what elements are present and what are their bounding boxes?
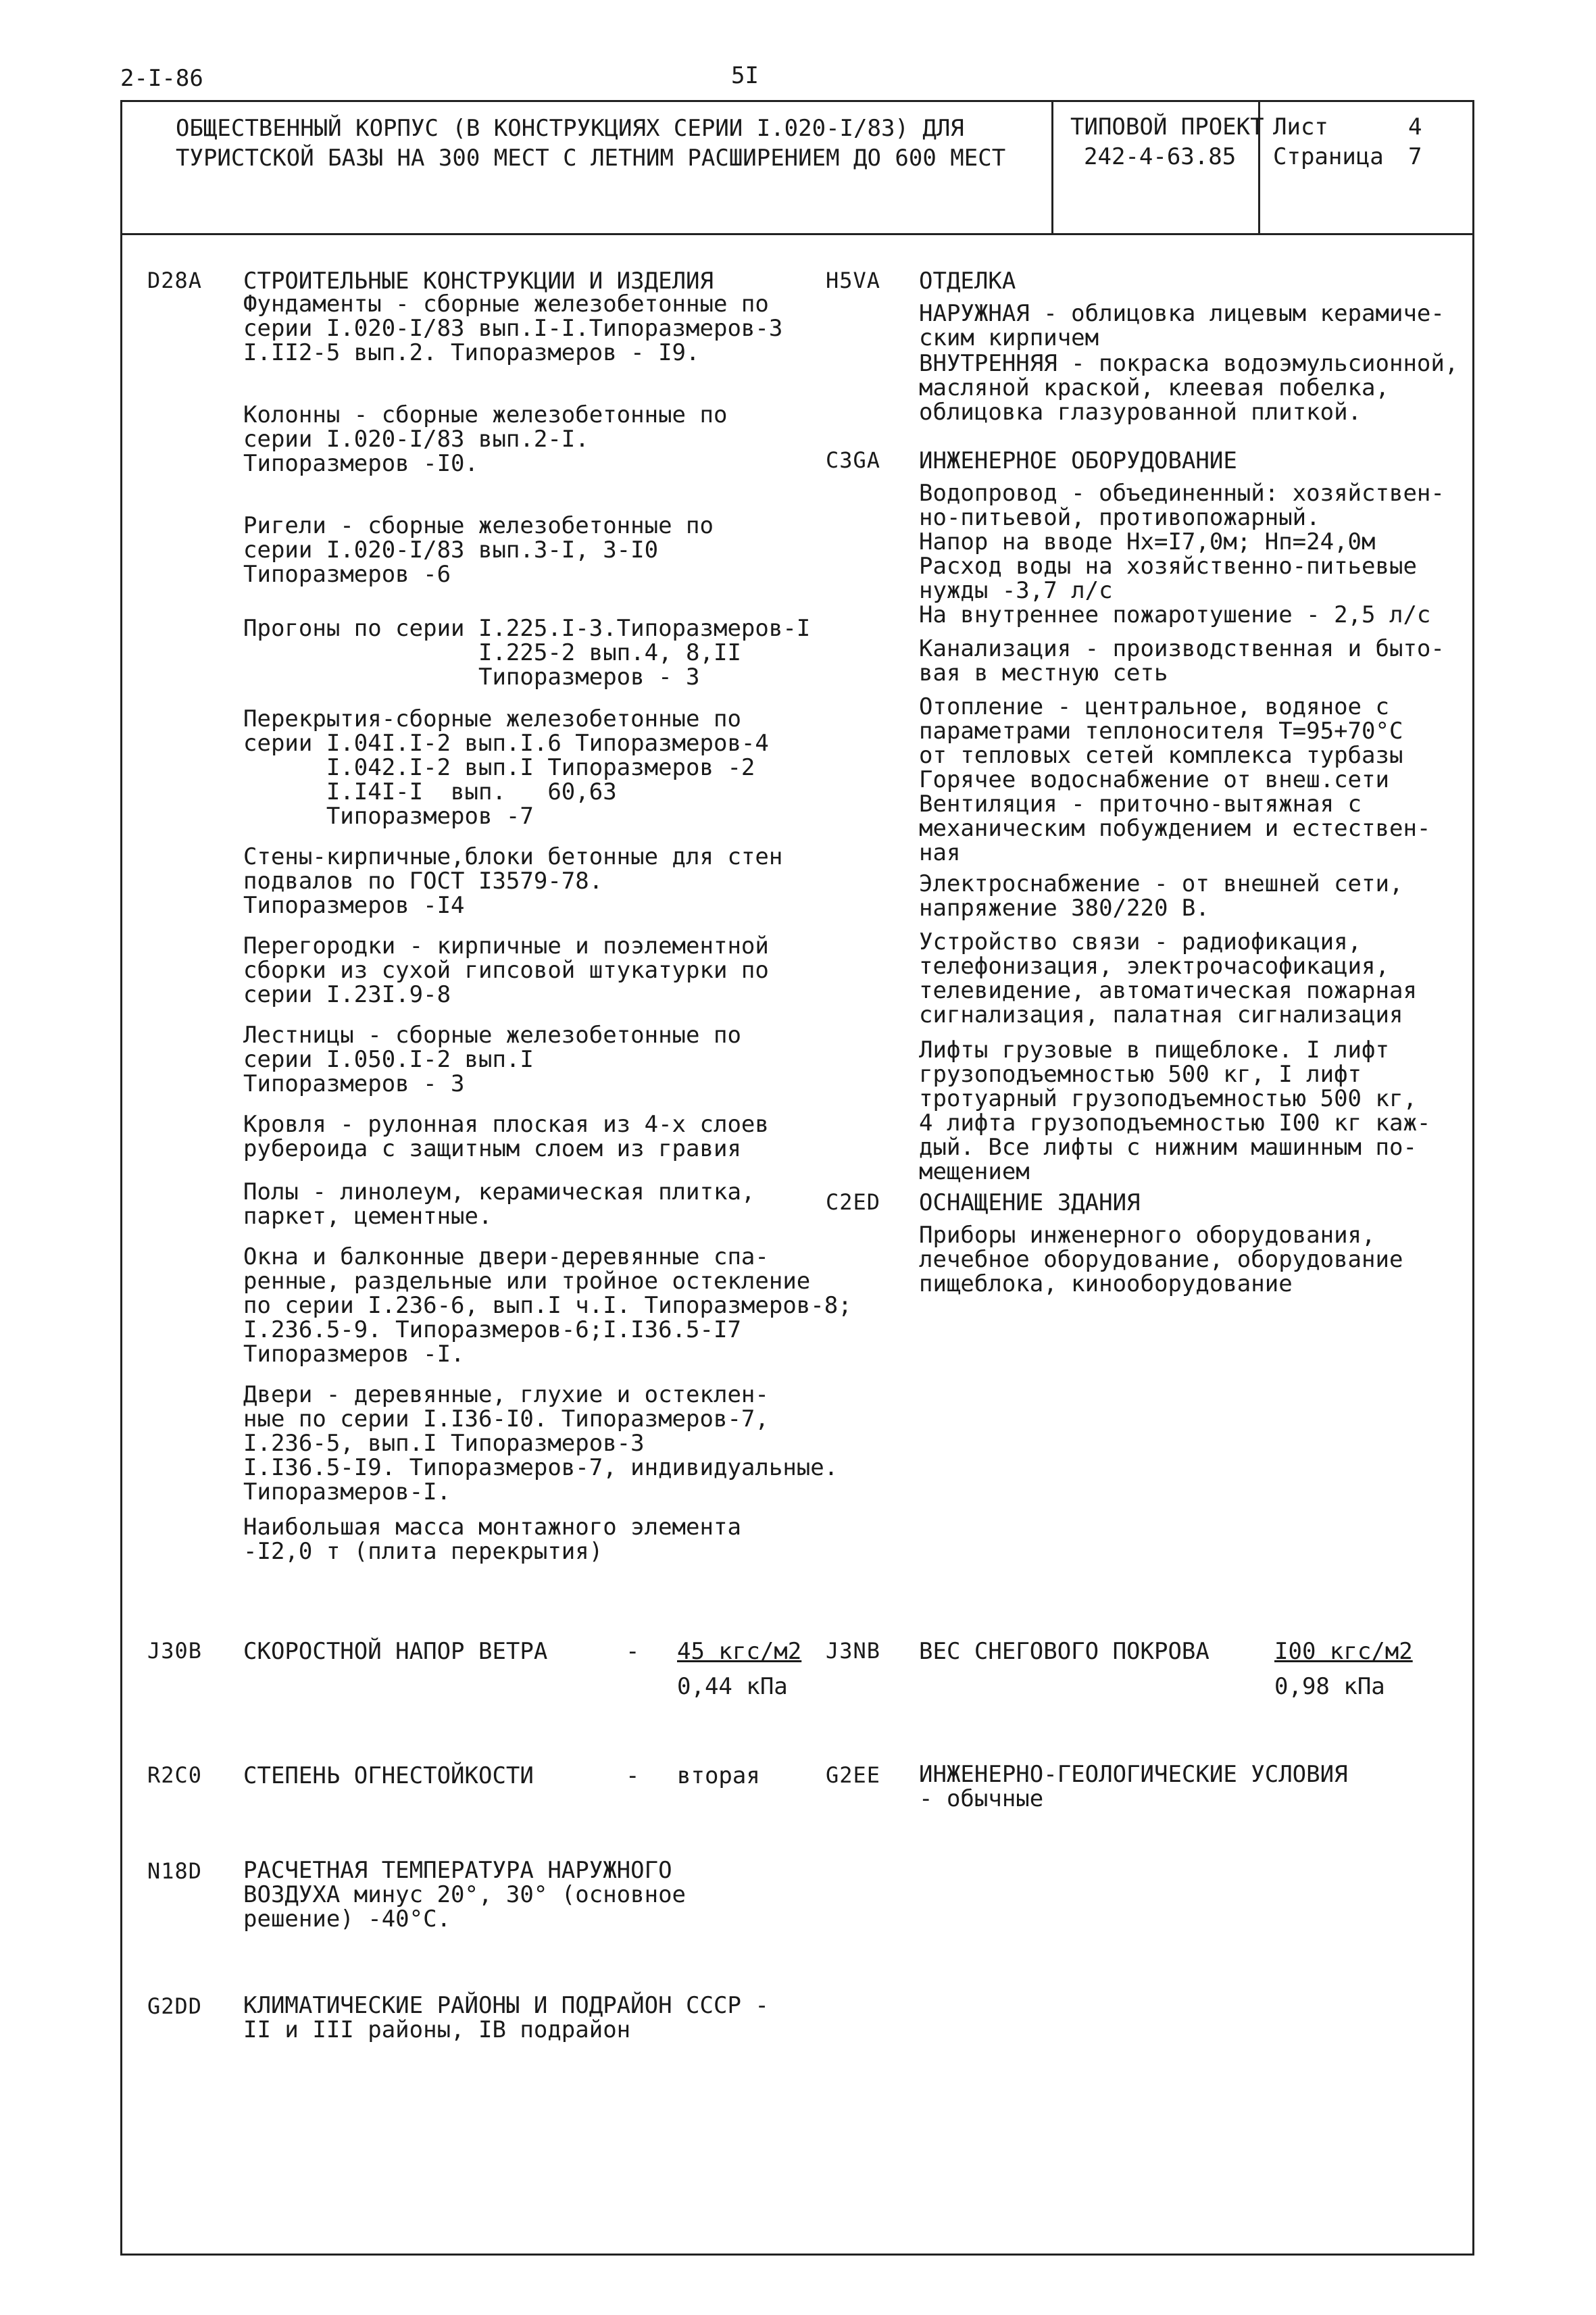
geological-conditions: ИНЖЕНЕРНО-ГЕОЛОГИЧЕСКИЕ УСЛОВИЯ - обычные [919,1761,1348,1812]
roof-text: Кровля - рулонная плоская из 4-х слоев рубероида с защитным слоем из гравия [243,1111,769,1162]
section-code-j30b: J30B [147,1638,203,1664]
walls-text: Стены-кирпичные,блоки бетонные для стен подвалов по ГОСТ I3579-78. Типоразмеров -I4 [243,843,783,919]
section-code-r2c0: R2C0 [147,1762,203,1788]
columns-text: Колонны - сборные железобетонные по серии I.020-I/83 вып.2-I. Типоразмеров -I0. [243,401,728,477]
outdoor-temperature: РАСЧЕТНАЯ ТЕМПЕРАТУРА НАРУЖНОГО ВОЗДУХА минус 20°, 30° (основное решение) -40°С. [243,1857,687,1933]
section-code-j3nb: J3NB [826,1638,881,1664]
fire-extinguishing-text: На внутреннее пожаротушение - 2,5 л/с [919,601,1431,628]
fire-resistance-label: СТЕПЕНЬ ОГНЕСТОЙКОСТИ [243,1762,534,1789]
page-value: 7 [1408,143,1422,170]
sheet-value: 4 [1408,114,1422,141]
partitions-text: Перегородки - кирпичные и поэлементной сборки из сухой гипсовой штукатурки по серии I.23I.9-8 [243,932,769,1008]
section-code-c2ed: C2ED [826,1189,881,1215]
doc-code: 2-I-86 [120,65,203,92]
project-number: 242-4-63.85 [1084,143,1237,170]
section-code-c3ga: C3GA [826,447,881,473]
lifts-text: Лифты грузовые в пищеблоке. I лифт грузоподъемностью 500 кг, I лифт тротуарный грузоподъемностью 500 кг, 4 лифта грузоподъемностью I00 кг каж- дый. Все лифты с нижним машинным по- мещением [919,1037,1431,1185]
doors-text: Двери - деревянные, глухие и остеклен- ные по серии I.I36-I0. Типоразмеров-7, I.236-5, вып.I Типоразмеров-3 I.I36.5-I9. Типоразмеров-7, индивидуальные. Типоразмеров-I. [243,1381,839,1505]
fire-resistance-value: вторая [677,1762,760,1789]
snow-load-value: I00 кгс/м2 [1274,1638,1413,1665]
page-label: Страница [1273,143,1384,170]
title-divider-1 [1051,100,1053,235]
snow-load-value-kpa: 0,98 кПа [1274,1673,1385,1700]
power-supply-text: Электроснабжение - от внешней сети, напряжение 380/220 В. [919,870,1403,922]
fire-resistance-dash: - [626,1762,640,1789]
finish-outer-text: НАРУЖНАЯ - облицовка лицевым керамиче- ским кирпичем [919,300,1445,351]
slabs-text: Перекрытия-сборные железобетонные по серии I.04I.I-2 вып.I.6 Типоразмеров-4 I.042.I-2 вып.I Типоразмеров -2 I.I4I-I вып. 60,63 Типоразмеров -7 [243,705,769,830]
stairs-text: Лестницы - сборные железобетонные по серии I.050.I-2 вып.I Типоразмеров - 3 [243,1022,741,1097]
project-label: ТИПОВОЙ ПРОЕКТ [1070,114,1264,141]
wind-dash: - [626,1638,640,1665]
wind-pressure-value-kpa: 0,44 кПа [677,1673,788,1700]
page-number: 5I [731,62,759,89]
structures-heading: СТРОИТЕЛЬНЫЕ КОНСТРУКЦИИ И ИЗДЕЛИЯ [243,268,714,295]
section-code-g2dd: G2DD [147,1993,203,2019]
wind-pressure-value: 45 кгс/м2 [677,1638,802,1665]
section-code-g2ee: G2EE [826,1762,881,1788]
floors-text: Полы - линолеум, керамическая плитка, паркет, цементные. [243,1178,755,1230]
sewerage-text: Канализация - производственная и быто- вая в местную сеть [919,635,1445,687]
girders-text: Ригели - сборные железобетонные по серии I.020-I/83 вып.3-I, 3-I0 Типоразмеров -6 [243,512,714,588]
finish-heading: ОТДЕЛКА [919,268,1016,295]
purlins-text: Прогоны по серии I.225.I-3.Типоразмеров-I I.225-2 вып.4, 8,II Типоразмеров - 3 [243,615,811,691]
engineering-heading: ИНЖЕНЕРНОЕ ОБОРУДОВАНИЕ [919,447,1237,474]
section-code-d28a: D28A [147,268,203,293]
wind-pressure-label: СКОРОСТНОЙ НАПОР ВЕТРА [243,1638,548,1665]
finish-inner-text: ВНУТРЕННЯЯ - покраска водоэмульсионной, масляной краской, клеевая побелка, облицовка глазурованной плиткой. [919,350,1459,426]
windows-text: Окна и балконные двери-деревянные спа- ренные, раздельные или тройное остекление по серии I.236-6, вып.I ч.I. Типоразмеров-8; I.236.5-9. Типоразмеров-6;I.I36.5-I7 Типоразмеров -I. [243,1243,852,1368]
snow-load-label: ВЕС СНЕГОВОГО ПОКРОВА [919,1638,1210,1665]
foundations-text: Фундаменты - сборные железобетонные по серии I.020-I/83 вып.I-I.Типоразмеров-3 I.II2-5 вып.2. Типоразмеров - I9. [243,291,783,366]
equipment-text: Приборы инженерного оборудования, лечебное оборудование, оборудование пищеблока, кинооборудование [919,1222,1403,1297]
section-code-h5va: H5VA [826,268,881,293]
water-supply-text: Водопровод - объединенный: хозяйствен- но-питьевой, противопожарный. Напор на вводе Нх=I7,0м; Нп=24,0м Расход воды на хозяйственно-питьевые нужды -3,7 л/с [919,480,1445,604]
equipment-heading: ОСНАЩЕНИЕ ЗДАНИЯ [919,1189,1141,1216]
section-code-n18d: N18D [147,1858,203,1884]
communications-text: Устройство связи - радиофикация, телефонизация, электрочасофикация, телевидение, автоматическая пожарная сигнализация, палатная сигнализация [919,928,1417,1028]
climatic-regions: КЛИМАТИЧЕСКИЕ РАЙОНЫ И ПОДРАЙОН СССР - II и III районы, IВ подрайон [243,1992,769,2043]
heating-text: Отопление - центральное, водяное с параметрами теплоносителя Т=95+70°С от тепловых сетей комплекса турбазы Горячее водоснабжение от внеш.сети Вентиляция - приточно-вытяжная с механическим побуждением и естествен- ная [919,693,1431,866]
sheet-label: Лист [1273,114,1328,141]
max-mass-text: Наибольшая масса монтажного элемента -I2,0 т (плита перекрытия) [243,1514,741,1565]
project-title: ОБЩЕСТВЕННЫЙ КОРПУС (В КОНСТРУКЦИЯХ СЕРИИ I.020-I/83) ДЛЯ ТУРИСТСКОЙ БАЗЫ НА 300 МЕСТ С ЛЕТНИМ РАСШИРЕНИЕМ ДО 600 МЕСТ [176,115,1006,172]
